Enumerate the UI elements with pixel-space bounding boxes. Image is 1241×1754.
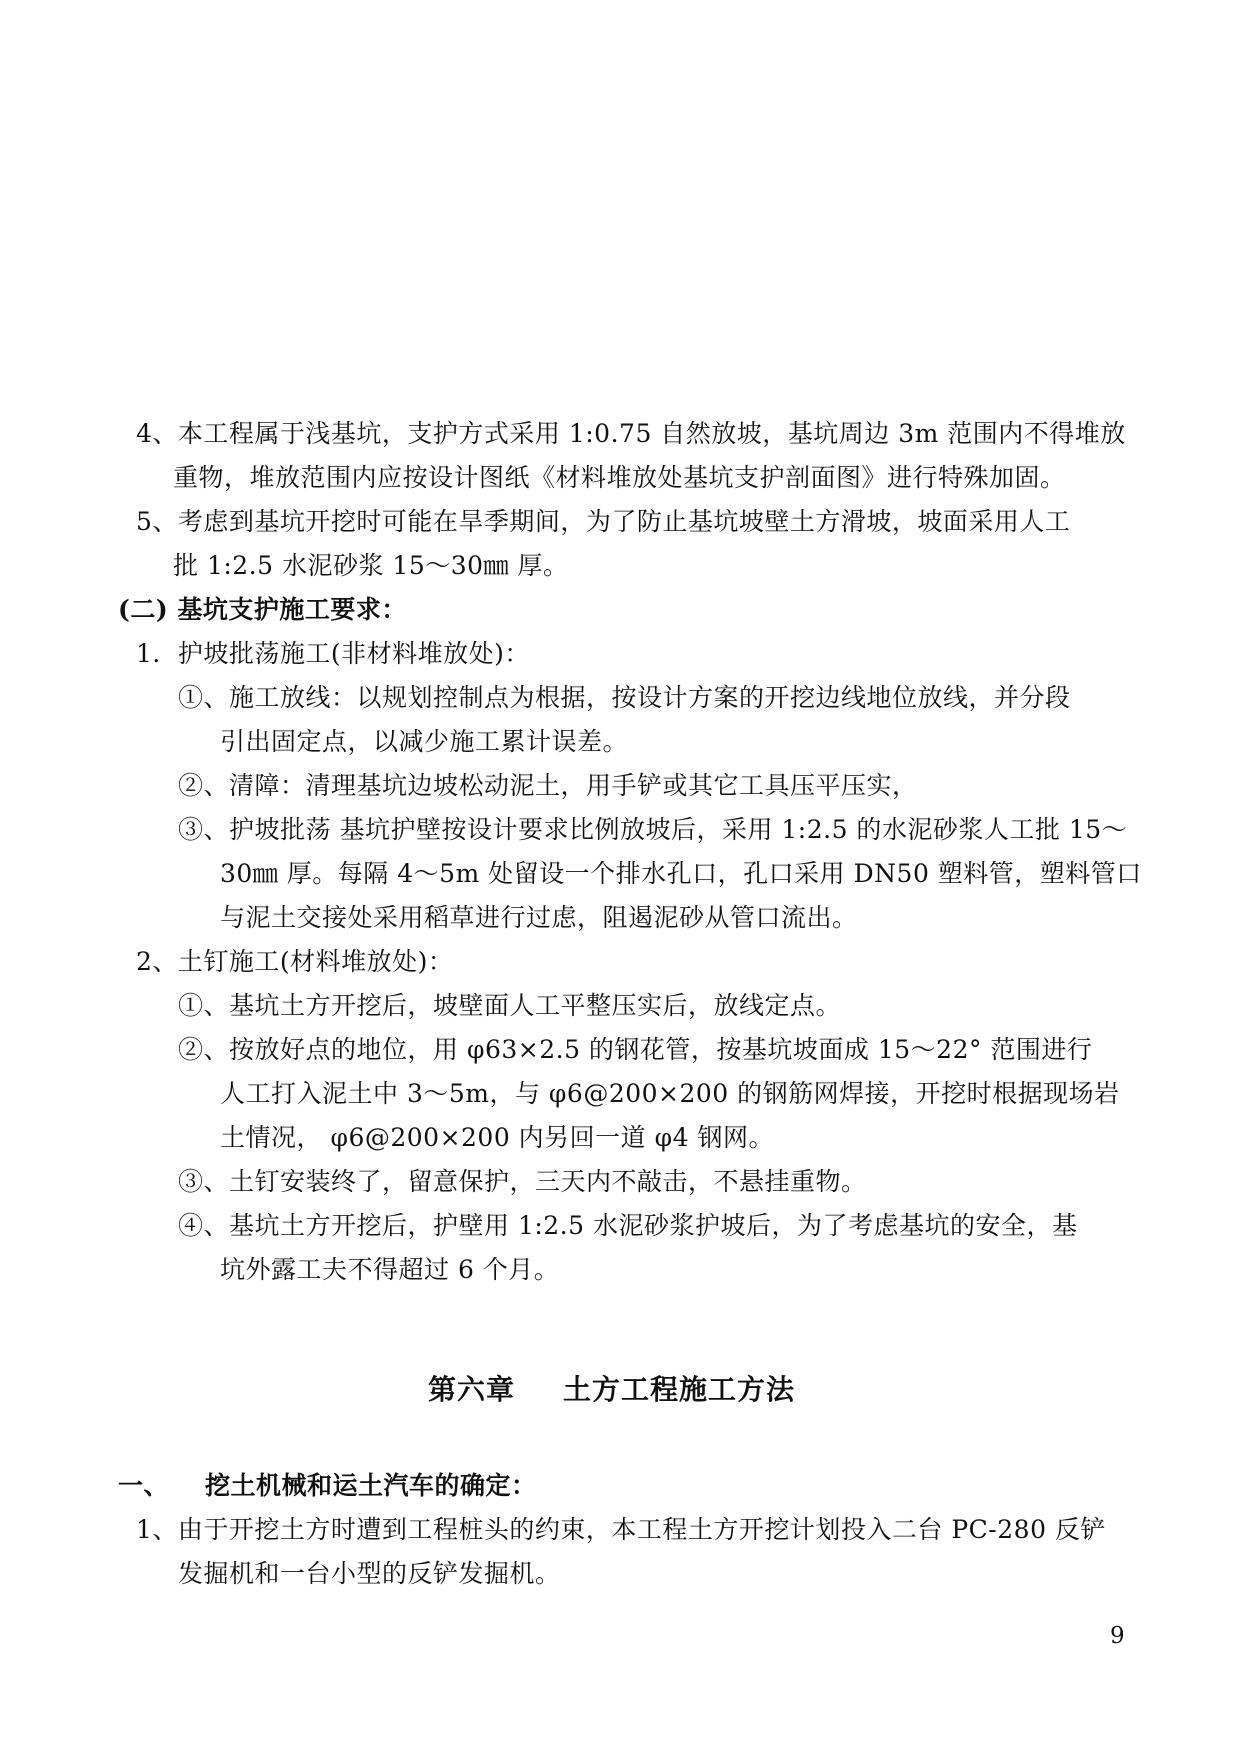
item-2-2-line-1: ②、按放好点的地位，用 φ63×2.5 的钢花管，按基坑坡面成 15～22° 范围进行 [178, 1035, 1093, 1064]
item-1-3-line-2: 30㎜ 厚。每隔 4～5m 处留设一个排水孔口，孔口采用 DN50 塑料管，塑料管口 [220, 859, 1142, 888]
item-1-1-line-1: ①、施工放线：以规划控制点为根据，按设计方案的开挖边线地位放线，并分段 [178, 683, 1071, 712]
chapter-title [428, 1374, 795, 1406]
section-heading-2: (二) 基坑支护施工要求： [118, 595, 407, 624]
item-2-4-line-2: 坑外露工夫不得超过 6 个月。 [220, 1255, 560, 1284]
item-2-2-line-3: 土情况， φ6@200×200 内另回一道 φ4 钢网。 [220, 1123, 774, 1152]
chapter-number: 第六章 [428, 1373, 516, 1406]
final-paragraph-line-1: 1、由于开挖土方时遭到工程桩头的约束，本工程土方开挖计划投入二台 PC-280 反铲 [136, 1515, 1106, 1544]
item-2-3-line-1: ③、土钉安装终了，留意保护，三天内不敲击，不悬挂重物。 [178, 1167, 867, 1196]
chapter-name: 土方工程施工方法 [563, 1373, 796, 1406]
paragraph-5-line-2: 批 1:2.5 水泥砂浆 15～30㎜ 厚。 [173, 551, 569, 580]
section-1-heading [118, 1470, 537, 1502]
paragraph-4-line-1: 4、本工程属于浅基坑，支护方式采用 1:0.75 自然放坡，基坑周边 3m 范围内不得堆放 [136, 419, 1126, 448]
item-1-3-line-3: 与泥土交接处采用稻草进行过虑，阻遏泥砂从管口流出。 [220, 903, 858, 932]
paragraph-5-line-1: 5、考虑到基坑开挖时可能在旱季期间，为了防止基坑坡壁土方滑坡，坡面采用人工 [136, 507, 1071, 536]
item-2-4-line-1: ④、基坑土方开挖后，护壁用 1:2.5 水泥砂浆护坡后，为了考虑基坑的安全，基 [178, 1211, 1078, 1240]
page-number: 9 [1110, 1623, 1126, 1649]
item-2-1-line-1: ①、基坑土方开挖后，坡壁面人工平整压实后，放线定点。 [178, 991, 842, 1020]
section-title: 挖土机械和运土汽车的确定： [205, 1471, 537, 1500]
subsection-1-heading: 1．护坡批荡施工(非材料堆放处)： [136, 639, 530, 668]
subsection-2-heading: 2、土钉施工(材料堆放处)： [136, 947, 454, 976]
item-1-2-line-1: ②、清障：清理基坑边坡松动泥土，用手铲或其它工具压平压实， [178, 771, 918, 800]
section-label: 一、 [118, 1471, 170, 1500]
item-1-3-line-1: ③、护坡批荡 基坑护壁按设计要求比例放坡后，采用 1:2.5 的水泥砂浆人工批 15～ [178, 815, 1128, 844]
paragraph-4-line-2: 重物，堆放范围内应按设计图纸《材料堆放处基坑支护剖面图》进行特殊加固。 [173, 463, 1066, 492]
item-1-1-line-2: 引出固定点，以减少施工累计误差。 [220, 727, 629, 756]
item-2-2-line-2: 人工打入泥土中 3～5m，与 φ6@200×200 的钢筋网焊接，开挖时根据现场岩 [220, 1079, 1120, 1108]
final-paragraph-line-2: 发掘机和一台小型的反铲发掘机。 [178, 1559, 561, 1588]
